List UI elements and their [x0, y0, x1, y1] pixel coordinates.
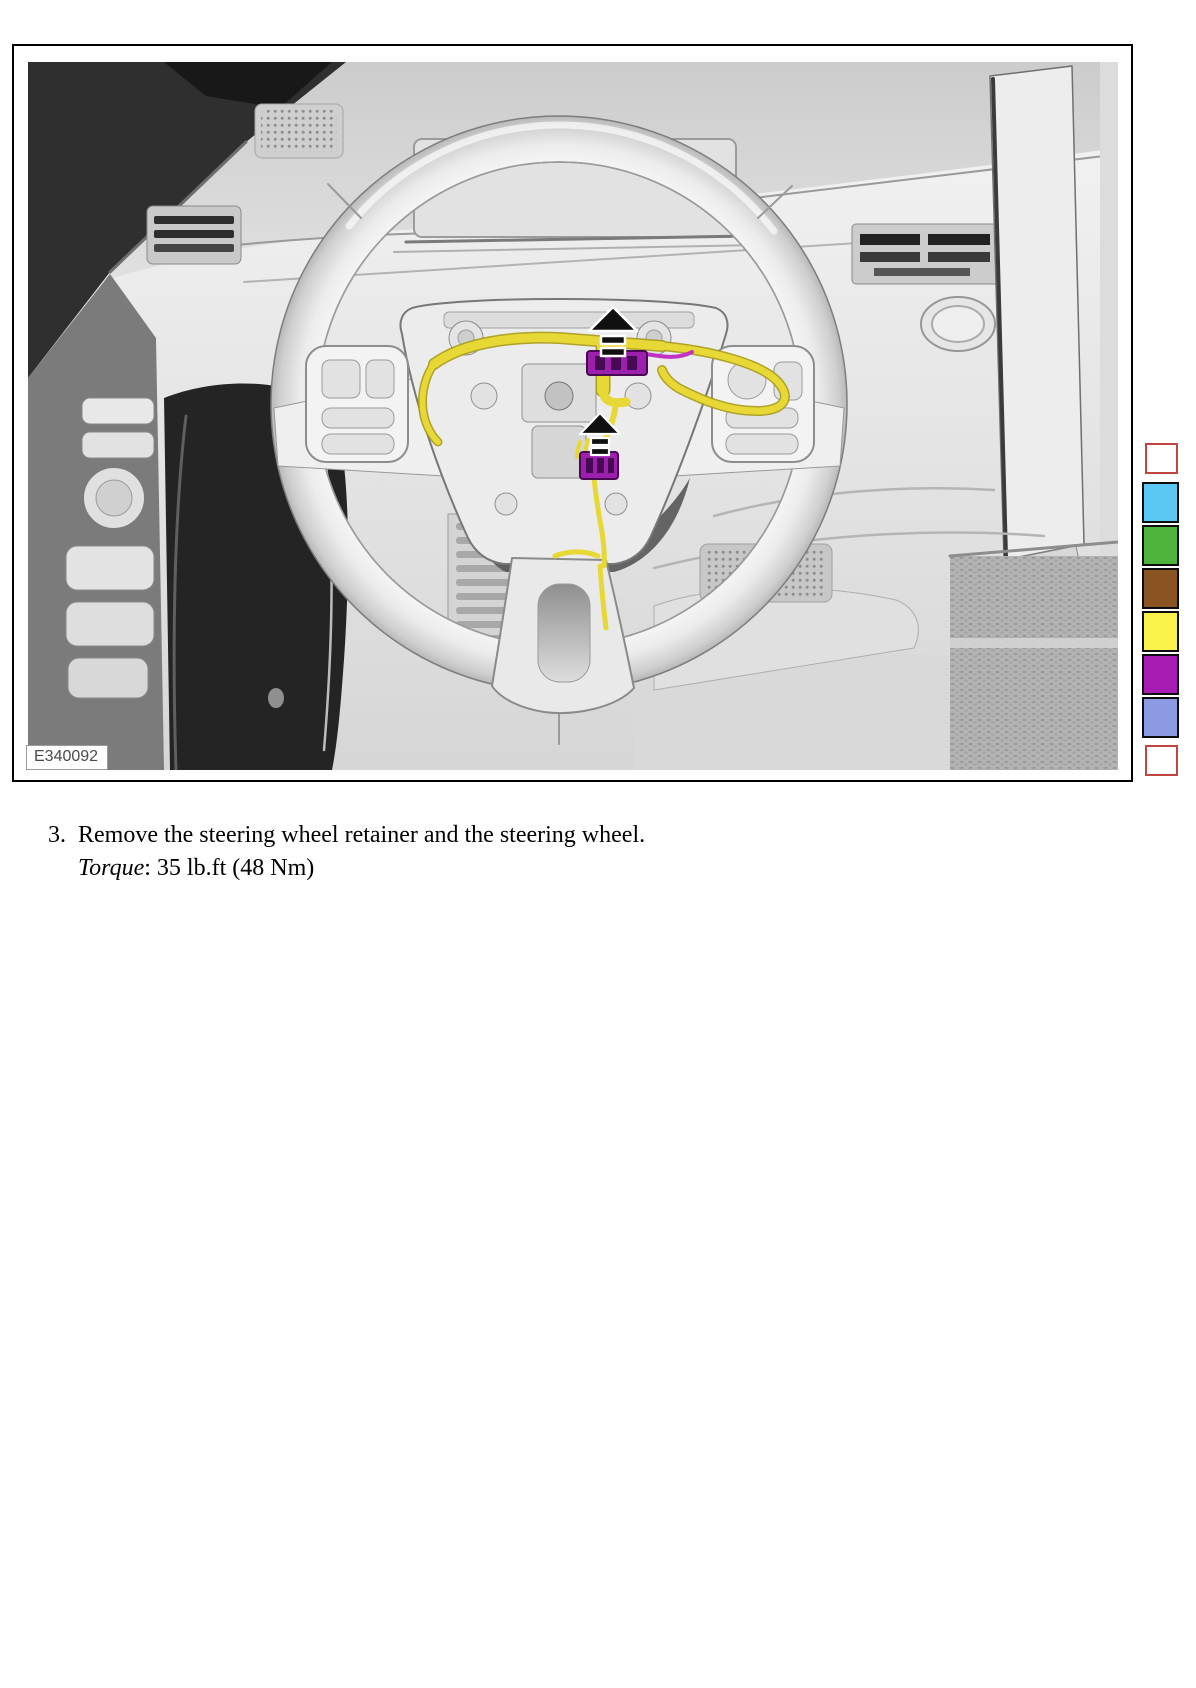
step-number: 3. — [48, 822, 66, 848]
window-switch — [66, 546, 154, 590]
palette-swatch-brown[interactable] — [1142, 568, 1179, 609]
palette-swatch-green[interactable] — [1142, 525, 1179, 566]
palette-swatch-purple[interactable] — [1142, 654, 1179, 695]
torque-label: Torque — [78, 855, 145, 881]
dash-speaker-grille — [255, 104, 343, 158]
figure-frame — [12, 44, 1133, 782]
palette-swatch-cyan[interactable] — [1142, 482, 1179, 523]
instruction-step-3 — [48, 819, 808, 885]
left-air-vent — [147, 206, 241, 264]
steering-wheel-illustration — [14, 46, 1131, 780]
palette-swatch-yellow[interactable] — [1142, 611, 1179, 652]
left-spoke-buttons — [306, 346, 408, 462]
figure-id-label: E340092 — [26, 745, 108, 770]
palette-swatch-white-outline-bottom[interactable] — [1145, 745, 1178, 776]
palette-swatch-lavender[interactable] — [1142, 697, 1179, 738]
color-palette — [1142, 443, 1182, 784]
torque-value: : 35 lb.ft (48 Nm) — [144, 855, 315, 881]
palette-swatch-white-outline-top[interactable] — [1145, 443, 1178, 474]
center-touchscreen — [990, 66, 1086, 612]
torque-spec — [48, 852, 808, 885]
step-text: Remove the steering wheel retainer and the steering wheel. — [78, 822, 646, 848]
start-button — [921, 297, 995, 351]
